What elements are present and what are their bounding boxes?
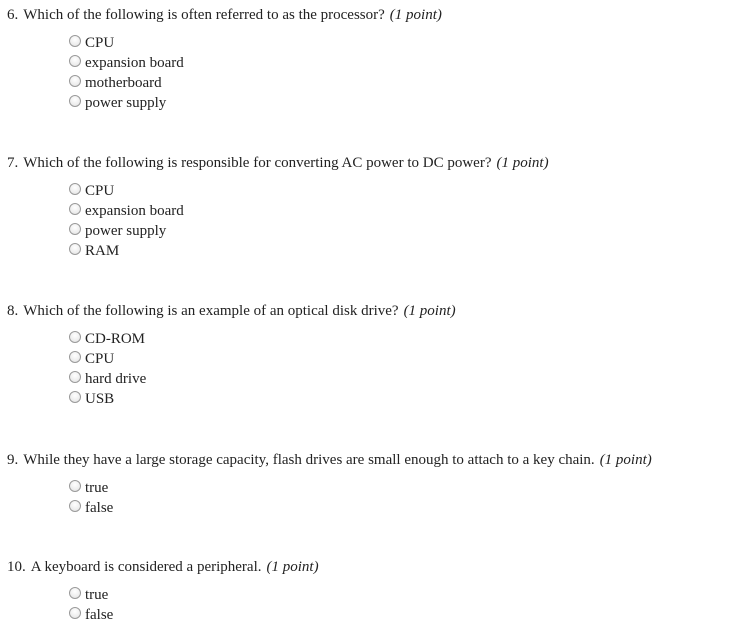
radio-button[interactable] [69,371,81,383]
option-power-supply[interactable] [69,93,184,113]
option-label[interactable]: CD-ROM [85,331,146,347]
option-cpu[interactable] [69,33,184,53]
option-true[interactable] [69,585,113,605]
option-power-supply[interactable] [69,221,184,241]
option-label[interactable]: motherboard [85,75,162,91]
question-prompt [7,558,319,576]
radio-button[interactable] [69,391,81,403]
option-cpu[interactable] [69,181,184,201]
option-label[interactable]: true [85,480,109,496]
question-points: (1 point) [403,303,456,319]
question-number: 9. [7,452,19,468]
radio-button[interactable] [69,500,81,512]
option-label[interactable]: CPU [85,183,115,199]
option-usb[interactable] [69,389,146,409]
radio-button[interactable] [69,55,81,67]
option-label[interactable]: USB [85,391,115,407]
radio-button[interactable] [69,223,81,235]
radio-button[interactable] [69,183,81,195]
option-label[interactable]: power supply [85,95,167,111]
question-number: 7. [7,155,19,171]
option-label[interactable]: expansion board [85,203,184,219]
question-number: 8. [7,303,19,319]
radio-button[interactable] [69,35,81,47]
answer-options [69,585,113,625]
option-hard-drive[interactable] [69,369,146,389]
radio-button[interactable] [69,75,81,87]
option-cpu[interactable] [69,349,146,369]
option-ram[interactable] [69,241,184,261]
radio-button[interactable] [69,351,81,363]
question-points: (1 point) [266,559,319,575]
radio-button[interactable] [69,587,81,599]
question-number: 10. [7,559,26,575]
question-prompt [7,302,456,320]
question-text: Which of the following is an example of an optical disk drive? [23,303,399,319]
question-points: (1 point) [496,155,549,171]
radio-button[interactable] [69,480,81,492]
question-text: While they have a large storage capacity, flash drives are small enough to attach to a key chain. [23,452,595,468]
answer-options [69,33,184,113]
question-text: Which of the following is responsible for converting AC power to DC power? [23,155,492,171]
option-label[interactable]: CPU [85,351,115,367]
option-label[interactable]: hard drive [85,371,147,387]
radio-button[interactable] [69,203,81,215]
question-prompt [7,451,652,469]
option-label[interactable]: true [85,587,109,603]
option-label[interactable]: false [85,607,114,623]
option-motherboard[interactable] [69,73,184,93]
option-true[interactable] [69,478,113,498]
radio-button[interactable] [69,95,81,107]
option-label[interactable]: CPU [85,35,115,51]
option-expansion-board[interactable] [69,201,184,221]
option-false[interactable] [69,605,113,625]
option-label[interactable]: power supply [85,223,167,239]
question-points: (1 point) [389,7,442,23]
question-prompt [7,6,442,24]
option-label[interactable]: expansion board [85,55,184,71]
answer-options [69,478,113,518]
option-cd-rom[interactable] [69,329,146,349]
question-points: (1 point) [599,452,652,468]
option-label[interactable]: false [85,500,114,516]
question-number: 6. [7,7,19,23]
option-false[interactable] [69,498,113,518]
question-text: A keyboard is considered a peripheral. [30,559,262,575]
radio-button[interactable] [69,243,81,255]
question-prompt [7,154,549,172]
option-expansion-board[interactable] [69,53,184,73]
answer-options [69,181,184,261]
question-text: Which of the following is often referred to as the processor? [23,7,385,23]
option-label[interactable]: RAM [85,243,120,259]
radio-button[interactable] [69,607,81,619]
radio-button[interactable] [69,331,81,343]
answer-options [69,329,146,409]
